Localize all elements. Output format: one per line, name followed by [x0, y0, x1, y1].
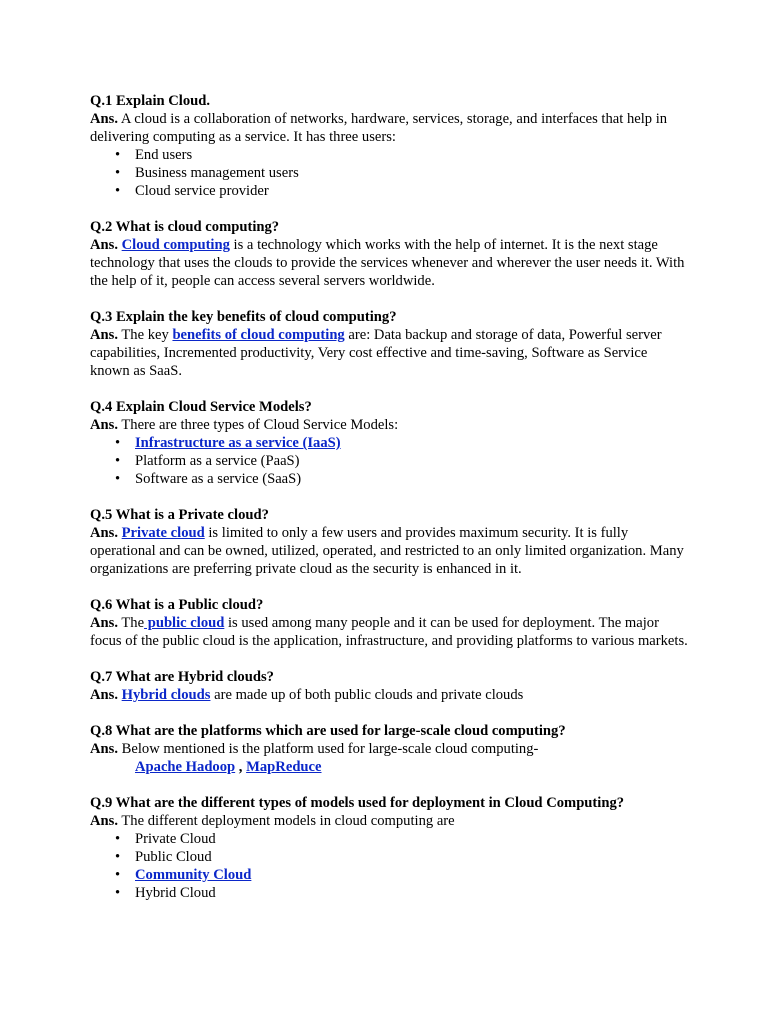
platform-links — [90, 758, 690, 776]
question-6: Q.6 What is a Public cloud? — [90, 597, 264, 613]
answer-text: Below mentioned is the platform used for large-scale cloud computing- — [117, 741, 539, 757]
list-item: • Hybrid Cloud — [135, 884, 690, 902]
qa-9 — [90, 794, 690, 902]
answer-label: Ans. — [90, 615, 118, 631]
qa-5 — [90, 506, 690, 578]
apache-hadoop-link[interactable]: Apache Hadoop — [135, 759, 236, 775]
qa-7 — [90, 668, 690, 704]
question-5: Q.5 What is a Private cloud? — [90, 507, 269, 523]
list-item: • Business management users — [135, 164, 690, 182]
list-item: • End users — [135, 146, 690, 164]
question-8: Q.8 What are the platforms which are used for large-scale cloud computing? — [90, 723, 566, 739]
answer-text: is used among many people and it can be used for deployment. The major focus of the public cloud is the application, infrastructure, and providing platforms to various markets. — [90, 615, 688, 649]
list-item — [135, 434, 690, 452]
answer-text: are made up of both public clouds and private clouds — [210, 687, 524, 703]
qa-3 — [90, 308, 690, 380]
list-item: • Private Cloud — [135, 830, 690, 848]
list-item: • Platform as a service (PaaS) — [135, 452, 690, 470]
qa-4 — [90, 398, 690, 488]
list-item: • Cloud service provider — [135, 182, 690, 200]
answer-text: There are three types of Cloud Service Models: — [117, 417, 399, 433]
list-item — [135, 866, 690, 884]
answer-label: Ans. — [90, 237, 118, 253]
iaas-link[interactable]: Infrastructure as a service (IaaS) — [135, 435, 341, 451]
question-4: Q.4 Explain Cloud Service Models? — [90, 399, 312, 415]
answer-text: A cloud is a collaboration of networks, hardware, services, storage, and interfaces that help in delivering computing as a service. It has three users: — [90, 111, 668, 145]
community-cloud-link[interactable]: Community Cloud — [135, 867, 252, 883]
answer-pre-text: The key — [117, 327, 173, 343]
benefits-link[interactable]: benefits of cloud computing — [172, 327, 345, 343]
public-cloud-link[interactable]: public cloud — [144, 615, 225, 631]
document-page — [90, 92, 690, 920]
answer-label: Ans. — [90, 525, 118, 541]
answer-label: Ans. — [90, 813, 118, 829]
qa-1 — [90, 92, 690, 200]
answer-text: are: Data backup and storage of data, Powerful server capabilities, Incremented productivity, Very cost effective and time-saving, Software as Service known as SaaS. — [90, 327, 662, 379]
question-1: Q.1 Explain Cloud. — [90, 93, 211, 109]
question-9: Q.9 What are the different types of models used for deployment in Cloud Computing? — [90, 795, 625, 811]
answer-text: is limited to only a few users and provides maximum security. It is fully operational and can be owned, utilized, operated, and restricted to an only limited organization. Many organizations are preferring private cloud as the security is enhanced in it. — [90, 525, 684, 577]
answer-label: Ans. — [90, 417, 118, 433]
answer-text: is a technology which works with the help of internet. It is the next stage technology that uses the clouds to provide the services whenever and wherever the user needs it. With the help of it, people can access several servers worldwide. — [90, 237, 685, 289]
service-models-list — [90, 434, 690, 488]
answer-label: Ans. — [90, 687, 118, 703]
qa-8 — [90, 722, 690, 776]
answer-label: Ans. — [90, 111, 118, 127]
hybrid-clouds-link[interactable]: Hybrid clouds — [121, 687, 211, 703]
answer-label: Ans. — [90, 741, 118, 757]
question-2: Q.2 What is cloud computing? — [90, 219, 280, 235]
list-item: • Public Cloud — [135, 848, 690, 866]
deployment-models-list — [90, 830, 690, 902]
answer-text: The different deployment models in cloud computing are — [117, 813, 455, 829]
question-7: Q.7 What are Hybrid clouds? — [90, 669, 274, 685]
answer-label: Ans. — [90, 327, 118, 343]
link-separator: , — [235, 759, 247, 775]
answer-pre-text: The — [117, 615, 145, 631]
qa-2 — [90, 218, 690, 290]
qa-6 — [90, 596, 690, 650]
question-3: Q.3 Explain the key benefits of cloud computing? — [90, 309, 397, 325]
private-cloud-link[interactable]: Private cloud — [121, 525, 205, 541]
mapreduce-link[interactable]: MapReduce — [246, 759, 322, 775]
cloud-computing-link[interactable]: Cloud computing — [121, 237, 230, 253]
users-list — [90, 146, 690, 200]
list-item: • Software as a service (SaaS) — [135, 470, 690, 488]
